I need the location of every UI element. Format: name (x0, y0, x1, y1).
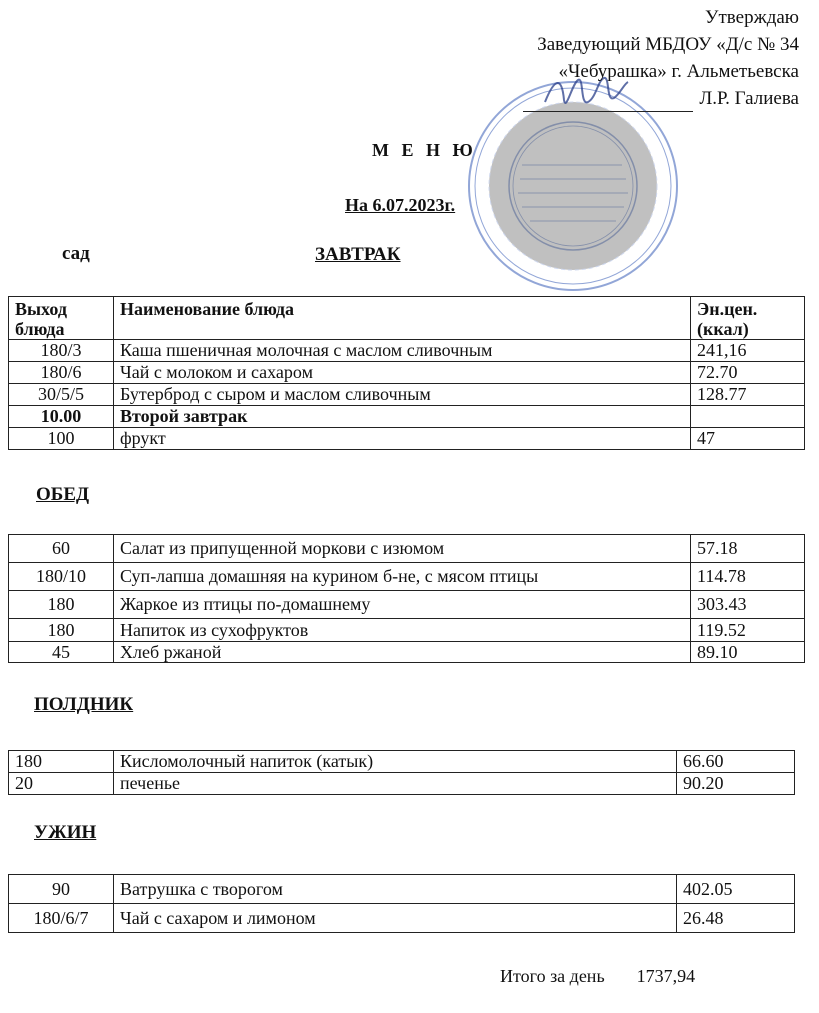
energy-cell: 119.52 (691, 619, 805, 642)
lunch-heading: ОБЕД (36, 484, 90, 505)
yield-cell: 30/5/5 (9, 384, 114, 406)
day-total (500, 966, 695, 987)
yield-cell: 180/3 (9, 340, 114, 362)
table-row (9, 340, 805, 362)
table-row (9, 591, 805, 619)
table-row (9, 619, 805, 642)
dish-name-cell: фрукт (114, 428, 691, 450)
energy-cell: 90.20 (677, 773, 795, 795)
energy-cell: 26.48 (677, 904, 795, 933)
yield-cell: 45 (9, 642, 114, 663)
yield-cell: 180 (9, 619, 114, 642)
yield-cell: 10.00 (9, 406, 114, 428)
dish-name-cell: Чай с молоком и сахаром (114, 362, 691, 384)
energy-cell: 128.77 (691, 384, 805, 406)
energy-cell: 57.18 (691, 535, 805, 563)
dish-name-cell: Жаркое из птицы по-домашнему (114, 591, 691, 619)
dish-name-cell: Бутерброд с сыром и маслом сливочным (114, 384, 691, 406)
table-header-row (9, 297, 805, 340)
energy-cell: 114.78 (691, 563, 805, 591)
location-label: сад (62, 243, 90, 264)
signature-line (523, 93, 693, 112)
dish-name-cell: печенье (114, 773, 677, 795)
yield-cell: 180/10 (9, 563, 114, 591)
dinner-table (8, 874, 795, 933)
yield-cell: 20 (9, 773, 114, 795)
approval-line-2: Заведующий МБДОУ «Д/с № 34 (537, 34, 799, 55)
energy-cell: 47 (691, 428, 805, 450)
dish-name-cell: Кисломолочный напиток (катык) (114, 751, 677, 773)
yield-cell: 180 (9, 751, 114, 773)
snack-heading: ПОЛДНИК (34, 694, 134, 715)
energy-cell: 66.60 (677, 751, 795, 773)
table-row (9, 642, 805, 663)
total-value: 1737,94 (636, 966, 696, 986)
yield-cell: 180 (9, 591, 114, 619)
dish-name-cell: Салат из припущенной моркови с изюмом (114, 535, 691, 563)
menu-date: На 6.07.2023г. (345, 195, 456, 215)
snack-table (8, 750, 795, 795)
energy-cell: 241,16 (691, 340, 805, 362)
table-row (9, 875, 795, 904)
approval-line-4 (523, 85, 799, 112)
dish-name-cell: Напиток из сухофруктов (114, 619, 691, 642)
approval-line-3: «Чебурашка» г. Альметьевска (558, 61, 799, 82)
table-row (9, 773, 795, 795)
head-name: Л.Р. Галиева (699, 88, 799, 109)
dish-name-cell: Ватрушка с творогом (114, 875, 677, 904)
table-row (9, 563, 805, 591)
yield-cell: 180/6/7 (9, 904, 114, 933)
energy-cell: 402.05 (677, 875, 795, 904)
table-row (9, 428, 805, 450)
total-label: Итого за день (500, 966, 605, 986)
lunch-table (8, 534, 805, 663)
page-title: М Е Н Ю (372, 140, 477, 160)
yield-cell: 60 (9, 535, 114, 563)
dinner-heading: УЖИН (34, 822, 97, 843)
yield-cell: 90 (9, 875, 114, 904)
table-row (9, 535, 805, 563)
table-row (9, 904, 795, 933)
energy-cell: 72.70 (691, 362, 805, 384)
table-row (9, 384, 805, 406)
energy-cell (691, 406, 805, 428)
yield-cell: 180/6 (9, 362, 114, 384)
approval-block (523, 4, 799, 112)
dish-name-cell: Второй завтрак (114, 406, 691, 428)
yield-cell: 100 (9, 428, 114, 450)
column-header-yield: Выход блюда (9, 297, 114, 340)
table-row (9, 406, 805, 428)
dish-name-cell: Суп-лапша домашняя на курином б-не, с мясом птицы (114, 563, 691, 591)
column-header-name: Наименование блюда (114, 297, 691, 340)
breakfast-table (8, 296, 805, 450)
table-row (9, 751, 795, 773)
approval-line-1: Утверждаю (705, 7, 799, 28)
dish-name-cell: Каша пшеничная молочная с маслом сливочным (114, 340, 691, 362)
column-header-energy: Эн.цен. (ккал) (691, 297, 805, 340)
table-row (9, 362, 805, 384)
energy-cell: 303.43 (691, 591, 805, 619)
dish-name-cell: Чай с сахаром и лимоном (114, 904, 677, 933)
dish-name-cell: Хлеб ржаной (114, 642, 691, 663)
breakfast-heading: ЗАВТРАК (315, 244, 401, 265)
energy-cell: 89.10 (691, 642, 805, 663)
